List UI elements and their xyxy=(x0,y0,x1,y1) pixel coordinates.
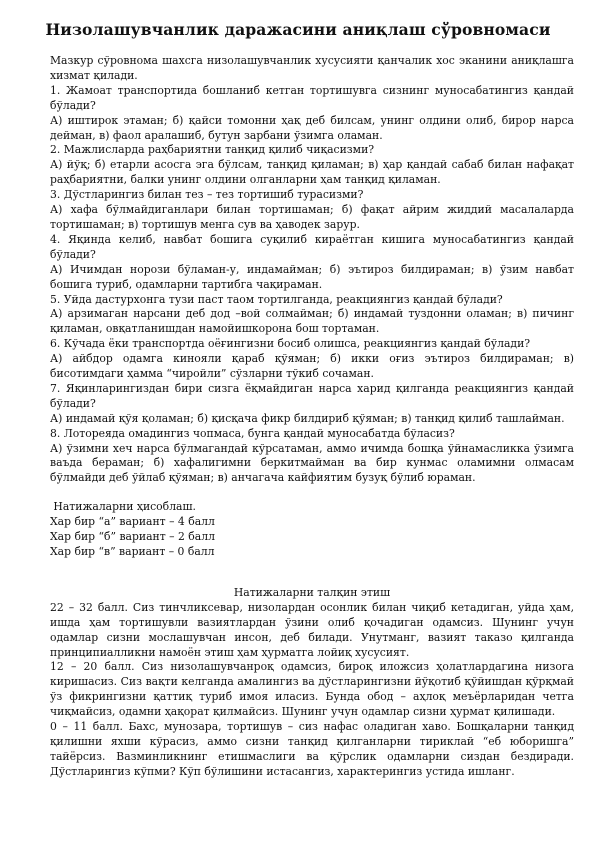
spacer xyxy=(50,560,574,586)
spacer xyxy=(50,486,574,500)
question: 4. Яқинда келиб, навбат бошига суқилиб кираётган кишига муносабатингиз қандай бўлади? xyxy=(50,232,574,261)
question: 1. Жамоат транспортида бошланиб кетган тортишувга сизнинг муносабатингиз қандай бўлади? xyxy=(50,83,574,112)
question: 5. Уйда дастурхонга тузи паст таом тортилганда, реакциянгиз қандай бўлади? xyxy=(50,292,503,306)
document-body xyxy=(50,54,574,780)
answer-options: А) ўзимни хеч нарса бўлмагандай кўрсатаман, аммо ичимда бошқа ўйнамасликка ўзимга ваъда бераман; б) хафалигимни беркитмайман ва бир кунмас оламимни олмасам бўлмайди деб ўйлаб қўяман; в) анчагача кайфиятим бузуқ бўлиб юраман. xyxy=(50,441,574,485)
scoring-line: Хар бир “а” вариант – 4 балл xyxy=(50,515,215,529)
result-paragraph: 22 – 32 балл. Сиз тинчликсевар, низолардан осонлик билан чиқиб кетадиган, уйда ҳам, ишда ҳам тортишувли вазиятлардан ўзини олиб қочадиган одамсиз. Шунинг учун одамлар сизни мослашувчан инсон, деб билади. Унутманг, вазият таказо қилганда принципиалликни намоён этиш ҳам ҳурматга лойиқ хусусият. xyxy=(50,600,574,659)
scoring-line: Хар бир “в” вариант – 0 балл xyxy=(50,545,215,558)
question: 8. Лотореяда омадингиз чопмаса, бунга қандай муносабатда бўласиз? xyxy=(50,426,455,440)
answer-options: А) Ичимдан норози бўламан-у, индамайман; б) эътироз билдираман; в) ўзим навбат бошига туриб, одамларни тартибга чақираман. xyxy=(50,262,574,291)
interpretation-heading: Натижаларни талқин этиш xyxy=(233,585,391,599)
answer-options: А) йўқ; б) етарли асосга эга бўлсам, танқид қиламан; в) ҳар қандай сабаб билан нафақат раҳбариятни, балки унинг олдини олганларни ҳам танқид қиламан. xyxy=(50,158,574,187)
result-paragraph: 12 – 20 балл. Сиз низолашувчанроқ одамсиз, бироқ иложсиз ҳолатлардагина низога киришасиз. Сиз вақти келганда амалингиз ва дўстларингизни йўқотиб қўйишдан қўрқмай ўз фикрингизни қаттиқ туриб имоя иласиз. Бунда обод – аҳлоқ меъёрларидан четга чиқмайсиз, одамни ҳақорат қилмайсиз. Шунинг учун одамлар сизни ҳурмат қилишади. xyxy=(50,660,574,719)
intro-paragraph: Мазкур сўровнома шахсга низолашувчанлик хусусияти қанчалик хос эканини аниқлашга хизмат қилади. xyxy=(50,54,574,82)
question: 6. Кўчада ёки транспортда оёғингизни босиб олишса, реакциянгиз қандай бўлади? xyxy=(50,337,531,351)
answer-options: А) иштирок этаман; б) қайси томонни ҳақ деб билсам, унинг олдини олиб, бирор нарса деймaн, в) фаол аралашиб, бутун зарбани ўзимга оламан. xyxy=(50,113,574,142)
page-title: Низолашувчанлик даражасини аниқлаш сўровномаси xyxy=(45,20,551,39)
answer-options: А) индамай қўя қоламан; б) қисқача фикр билдириб қўяман; в) танқид қилиб ташлайман. xyxy=(50,411,565,425)
scoring-line: Хар бир “б” вариант – 2 балл xyxy=(50,530,215,544)
scoring-heading: Натижаларни ҳисоблаш. xyxy=(50,500,196,514)
result-paragraph: 0 – 11 балл. Бахс, мунозара, тортишув – сиз нафас оладиган хаво. Бошқаларни танқид қилишни яхши кўрасиз, аммо сизни танқид қилганларни тириклай “еб юборишга” тайёрсиз. Вазминликнинг етишмаслиги ва қўрслик одамларни сиздан бездиради. Дўстларингиз кўпми? Кўп бўлишини истасангиз, характерингиз устида ишланг. xyxy=(50,720,574,778)
question-list xyxy=(50,84,574,486)
answer-options: А) айбдор одамга кинояли қараб қўяман; б) икки оғиз эътироз билдираман; в) бисотимдаги ҳамма “чиройли” сўзларни тўкиб сочаман. xyxy=(50,352,574,381)
question: 7. Яқинларингиздан бири сизга ёқмайдиган нарса харид қилганда реакциянгиз қандай бўлади? xyxy=(50,381,574,410)
question: 3. Дўстларингиз билан тез – тез тортишиб турасизми? xyxy=(50,188,364,202)
answer-options: А) арзимаган нарсани деб дод –вой солмайман; б) индамай туздонни оламан; в) пичинг қиламан, овқатланишдан намойишкорона бош тортаман. xyxy=(50,307,574,336)
answer-options: А) хафа бўлмайдиганлари билан тортишаман; б) фақат айрим жиддий масалаларда тортишаман; в) тортишув менга сув ва ҳаводек зарур. xyxy=(50,203,574,231)
question: 2. Мажлисларда раҳбариятни танқид қилиб чиқасизми? xyxy=(50,143,375,157)
